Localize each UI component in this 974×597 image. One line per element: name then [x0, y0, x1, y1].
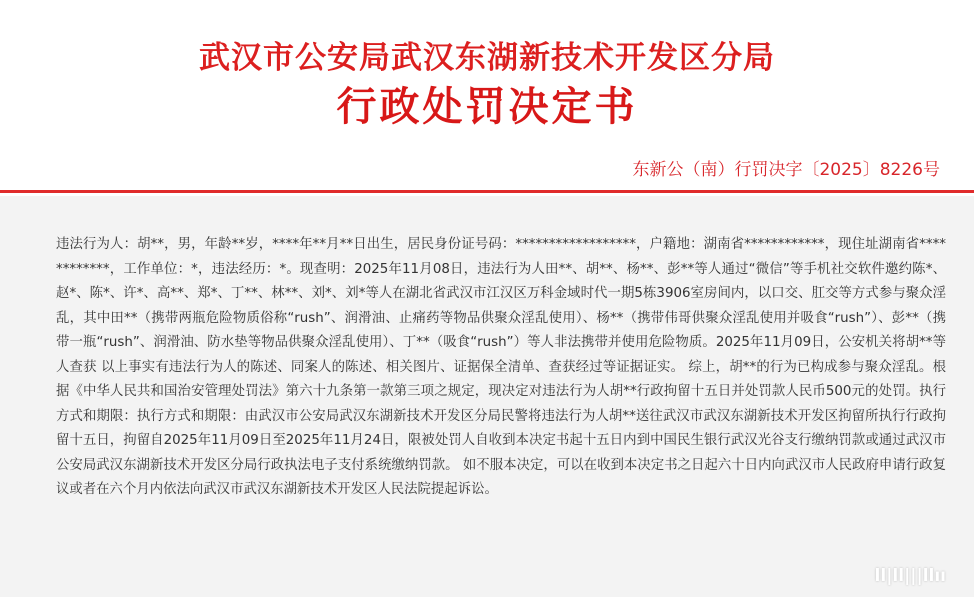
decision-body-text: 违法行为人：胡**，男，年龄**岁，****年**月**日出生，居民身份证号码：******************，户籍地：湖南省************，现住址湖南省************，工作单位：*，违法经历：*。现查明：2025年11月08日，违法行为人田**、胡**、杨**、彭**等人通过“微信”等手机社交软件邀约陈*、赵*、陈*、许*、高**、郑*、丁**、林**、刘*、刘*等人在湖北省武汉市江汉区万科金域时代一期5栋3906室房间内，以口交、肛交等方式参与聚众淫乱，其中田**（携带两瓶危险物质俗称“rush”、润滑油、止痛药等物品供聚众淫乱使用）、杨**（携带伟哥供聚众淫乱使用并吸食“rush”）、彭**（携带一瓶“rush”、润滑油、防水垫等物品供聚众淫乱使用）、丁**（吸食“rush”）等人非法携带并使用危险物质。2025年11月09日，公安机关将胡**等人查获 以上事实有违法行为人的陈述、同案人的陈述、相关图片、证据保全清单、查获经过等证据证实。 综上，胡**的行为已构成参与聚众淫乱。根据《中华人民共和国治安管理处罚法》第六十九条第一款第三项之规定，现决定对违法行为人胡**行政拘留十五日并处罚款人民币500元的处罚。执行方式和期限：执行方式和期限：由武汉市公安局武汉东湖新技术开发区分局民警将违法行为人胡**送往武汉市武汉东湖新技术开发区拘留所执行行政拘留十五日，拘留自2025年11月09日至2025年11月24日，限被处罚人自收到本决定书起十五日内到中国民生银行武汉光谷支行缴纳罚款或通过武汉市公安局武汉东湖新技术开发区分局行政执法电子支付系统缴纳罚款。 如不服本决定，可以在收到本决定书之日起六十日内向武汉市人民政府申请行政复议或者在六个月内依法向武汉市武汉东湖新技术开发区人民法院提起诉讼。 — [56, 237, 946, 497]
watermark-logo: ll|ll|||llıı — [874, 566, 946, 586]
document-number: 东新公（南）行罚决字〔2025〕8226号 — [632, 160, 940, 180]
red-divider — [0, 190, 974, 193]
issuing-agency: 武汉市公安局武汉东湖新技术开发区分局 — [199, 40, 775, 76]
document-header — [0, 0, 974, 196]
document-title: 行政处罚决定书 — [336, 84, 638, 130]
